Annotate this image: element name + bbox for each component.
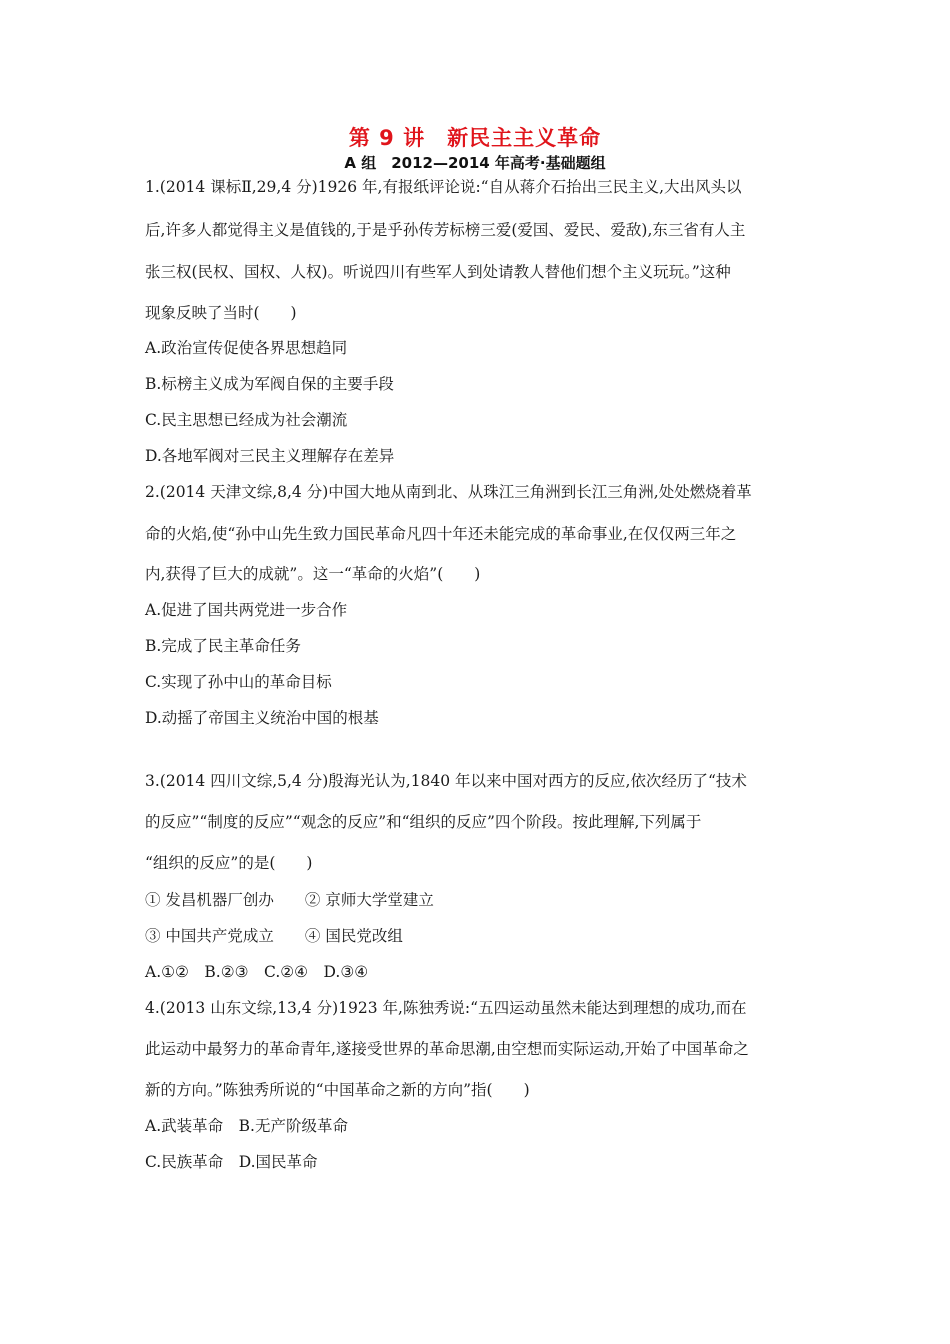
- answer-option: ③ 中国共产党成立 ④ 国民党改组: [145, 927, 403, 945]
- question-stem-line: 内,获得了巨大的成就”。这一“革命的火焰”( ): [145, 565, 481, 583]
- question-stem-line: 4.(2013 山东文综,13,4 分)1923 年,陈独秀说:“五四运动虽然未能达到理想的成功,而在: [145, 999, 747, 1017]
- question-stem-line: 3.(2014 四川文综,5,4 分)殷海光认为,1840 年以来中国对西方的反应,依次经历了“技术: [145, 772, 747, 790]
- answer-option: A.①② B.②③ C.②④ D.③④: [145, 963, 369, 981]
- answer-option: C.实现了孙中山的革命目标: [145, 673, 332, 691]
- question-stem-line: 张三权(民权、国权、人权)。听说四川有些军人到处请教人替他们想个主义玩玩。”这种: [145, 263, 731, 281]
- answer-option: A.武装革命 B.无产阶级革命: [145, 1117, 348, 1135]
- section-subtitle: A 组 2012—2014 年高考·基础题组: [344, 154, 606, 172]
- answer-option: C.民族革命 D.国民革命: [145, 1153, 318, 1171]
- question-stem-line: 1.(2014 课标Ⅱ,29,4 分)1926 年,有报纸评论说:“自从蒋介石抬出三民主义,大出风头以: [145, 178, 742, 196]
- answer-option: D.各地军阀对三民主义理解存在差异: [145, 447, 395, 465]
- answer-option: ① 发昌机器厂创办 ② 京师大学堂建立: [145, 891, 434, 909]
- answer-option: C.民主思想已经成为社会潮流: [145, 411, 348, 429]
- answer-option: D.动摇了帝国主义统治中国的根基: [145, 709, 379, 727]
- answer-option: A.促进了国共两党进一步合作: [145, 601, 348, 619]
- question-stem-line: 2.(2014 天津文综,8,4 分)中国大地从南到北、从珠江三角洲到长江三角洲,处处燃烧着革: [145, 483, 752, 501]
- answer-option: B.完成了民主革命任务: [145, 637, 301, 655]
- question-stem-line: 此运动中最努力的革命青年,遂接受世界的革命思潮,由空想而实际运动,开始了中国革命之: [145, 1040, 749, 1058]
- question-stem-line: 后,许多人都觉得主义是值钱的,于是乎孙传芳标榜三爱(爱国、爱民、爱敌),东三省有人主: [145, 221, 746, 239]
- answer-option: B.标榜主义成为军阀自保的主要手段: [145, 375, 394, 393]
- answer-option: A.政治宣传促使各界思想趋同: [145, 339, 348, 357]
- question-stem-line: “组织的反应”的是( ): [145, 854, 313, 872]
- question-stem-line: 新的方向。”陈独秀所说的“中国革命之新的方向”指( ): [145, 1081, 530, 1099]
- question-stem-line: 现象反映了当时( ): [145, 304, 297, 322]
- question-stem-line: 命的火焰,使“孙中山先生致力国民革命凡四十年还未能完成的革命事业,在仅仅两三年之: [145, 525, 737, 543]
- question-stem-line: 的反应”“制度的反应”“观念的反应”和“组织的反应”四个阶段。按此理解,下列属于: [145, 813, 702, 831]
- lesson-title: 第 9 讲 新民主主义革命: [348, 126, 602, 150]
